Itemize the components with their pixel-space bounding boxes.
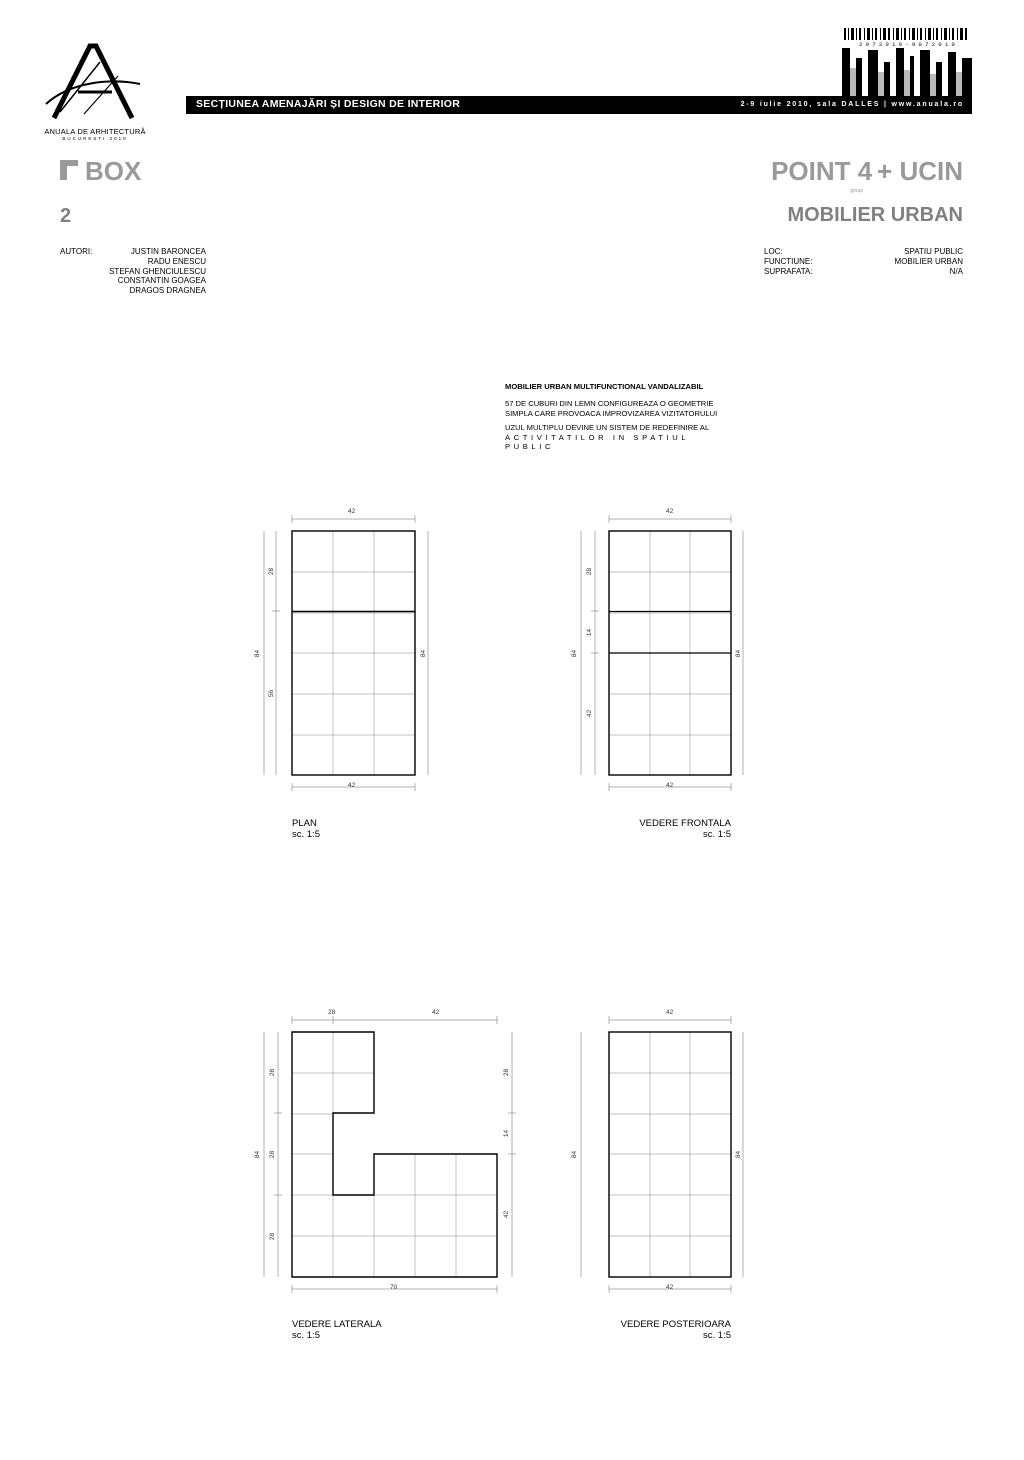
dimension-label: 56 [268, 689, 276, 698]
drawing-front-view [567, 505, 757, 805]
drawing-title: VEDERE POSTERIOARA [620, 1319, 731, 1330]
logo-name: ANUALA DE ARHITECTURĂ [44, 127, 146, 136]
category-title: BOX [85, 156, 142, 186]
info-row [764, 247, 963, 257]
author-name: STEFAN GHENCIULESCU [109, 266, 206, 276]
dimension-label: 42 [666, 1009, 674, 1016]
dimension-label: 70 [390, 1284, 398, 1291]
dimension-label: 42 [348, 508, 356, 515]
drawing-caption [590, 1319, 731, 1341]
dimension-label: 84 [571, 649, 579, 658]
description-line: SIMPLA CARE PROVOACA IMPROVIZAREA VIZITATORULUI [505, 408, 718, 418]
drawing-title: VEDERE FRONTALA [639, 818, 731, 829]
dimension-label: 28 [586, 567, 594, 576]
drawing-rear-view [567, 1006, 757, 1306]
dimension-label: 84 [735, 1150, 743, 1159]
barcode-text: 2 0 7 2 0 1 0 - 9 0 7 2 0 1 0 [859, 41, 955, 48]
info-value: N/A [949, 266, 963, 276]
drawing-caption [292, 1319, 382, 1341]
info-value: SPATIU PUBLIC [904, 247, 963, 256]
firm-name-part2: + UCIN [877, 156, 963, 186]
section-banner [186, 96, 972, 114]
dimension-label: 84 [254, 1150, 262, 1159]
info-row [764, 267, 963, 277]
dimension-label: 84 [571, 1150, 579, 1159]
anuala-logo-mark [40, 42, 150, 122]
logo-city: BUCUREȘTI 2010 [62, 136, 128, 141]
drawing-scale: sc. 1:5 [292, 829, 320, 840]
author-name: DRAGOS DRAGNEA [129, 286, 206, 296]
info-row [764, 257, 963, 267]
drawing-scale: sc. 1:5 [703, 1330, 731, 1341]
author-name: CONSTANTIN GOAGEA [117, 276, 206, 286]
drawing-scale: sc. 1:5 [703, 829, 731, 840]
dimension-label: 28 [268, 567, 276, 576]
dimension-label: 42 [666, 1284, 674, 1291]
event-info: 2-9 iulie 2010, sala DALLES | www.anuala.ro [740, 101, 964, 108]
description-title: MOBILIER URBAN MULTIFUNCTIONAL VANDALIZABIL [505, 382, 704, 391]
authors-list [86, 247, 206, 296]
dimension-label: 84 [254, 649, 262, 658]
dimension-label: 84 [420, 649, 428, 658]
info-value: MOBILIER URBAN [894, 256, 963, 266]
dimension-label: 28 [269, 1232, 277, 1241]
description-line: UZUL MULTIPLU DEVINE UN SISTEM DE REDEFINIRE AL [505, 423, 710, 433]
author-name: JUSTIN BARONCEA [130, 247, 206, 256]
dimension-label: 42 [666, 782, 674, 789]
dimension-label: 28 [503, 1068, 511, 1077]
barcode-graphic [842, 28, 972, 98]
section-title: SECȚIUNEA AMENAJĂRI ȘI DESIGN DE INTERIOR [196, 98, 461, 110]
project-title: MOBILIER URBAN [787, 204, 963, 226]
dimension-label: 14 [586, 628, 594, 637]
drawing-title: PLAN [292, 818, 317, 829]
drawing-side-view [250, 1006, 520, 1306]
drawing-scale: sc. 1:5 [292, 1330, 320, 1341]
info-label: SUPRAFATA: [764, 266, 813, 276]
dimension-label: 42 [348, 782, 356, 789]
category-icon [60, 160, 78, 180]
info-label: LOC: [764, 247, 783, 256]
dimension-label: 14 [503, 1129, 511, 1138]
description-line: 57 DE CUBURI DIN LEMN CONFIGUREAZA O GEOMETRIE [505, 399, 714, 409]
project-info [764, 247, 963, 276]
dimension-label: 28 [328, 1009, 336, 1016]
firm-group: group [850, 188, 864, 194]
firm-name [771, 156, 963, 194]
anuala-logo [40, 42, 150, 142]
project-description [505, 382, 733, 451]
author-name: RADU ENESCU [147, 256, 206, 266]
project-number: 2 [60, 205, 72, 227]
dimension-label: 28 [269, 1068, 277, 1077]
drawing-caption [600, 818, 731, 840]
firm-name-part1: POINT 4 [771, 156, 873, 186]
dimension-label: 42 [503, 1210, 511, 1219]
dimension-label: 42 [432, 1009, 440, 1016]
dimension-label: 84 [735, 649, 743, 658]
drawing-title: VEDERE LATERALA [292, 1319, 382, 1330]
drawing-plan [250, 505, 440, 805]
dimension-label: 42 [586, 709, 594, 718]
authors-label: AUTORI: [60, 247, 93, 256]
description-line: ACTIVITATILOR IN SPATIUL PUBLIC [505, 432, 689, 452]
dimension-label: 28 [269, 1150, 277, 1159]
info-label: FUNCTIUNE: [764, 256, 813, 266]
drawing-caption [292, 818, 320, 840]
dimension-label: 42 [666, 508, 674, 515]
